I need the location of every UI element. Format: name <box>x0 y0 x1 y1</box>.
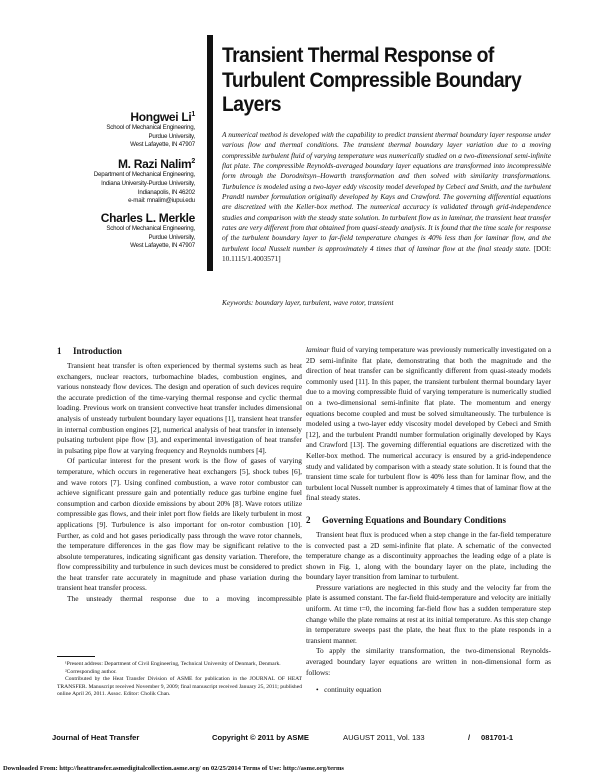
abstract-text: A numerical method is developed with the capability to predict transient thermal boundary layer response under various flow and thermal conditions. The transient thermal boundary layer variation due to a moving compressible turbulent fluid of varying temperature was numerically studied on a two-dimensional semi-infinite flat plate. The compressible Reynolds-averaged boundary layer equations are transformed into incompressible form through the Dorodnitsyn–Howarth transformation and then solved with similarity transformations. Turbulence is modeled using a two-layer eddy viscosity model developed by Cebeci and Smith, and the turbulent Prandtl number formulation originally developed by Kays and Crawford. The governing differential equations are discretized with the Keller-box method. The numerical accuracy is validated through grid-independence studies and comparison with the steady state solution. In turbulent flow as in laminar, the transient heat transfer rates are very different from that obtained from quasi-steady analysis. It is found that the time scale for response of the turbulent boundary layer to far-field temperature changes is 40% less than for laminar flow, and the turbulent local Nusselt number is approximately 4 times that of laminar flow at the final steady state. <box>222 130 551 253</box>
doi[interactable]: [DOI: 10.1115/1.4003571] <box>222 243 551 264</box>
section-heading: 1 Introduction <box>57 346 122 356</box>
keywords: Keywords: boundary layer, turbulent, wave rotor, transient <box>222 298 394 307</box>
paragraph: Transient heat flux is produced when a step change in the far-field temperature is convected past a 2D semi-infinite flat plate. A schematic of the convected temperature change as a discontinuity approaches the leading edge of a plate is shown in Fig. 1, along with the boundary layer on the plate, including the boundary layer transition from laminar to turbulent. <box>306 529 551 582</box>
footnote: Contributed by the Heat Transfer Division of ASME for publication in the JOURNAL OF HEAT TRANSFER. Manuscript received November 9, 2009; final manuscript received January 25, 2011; published online April 26, 2011. Assoc. Editor: Cholik Chan. <box>57 676 302 698</box>
separator: / <box>468 733 471 742</box>
bullet-item: • continuity equation <box>316 685 382 695</box>
paragraph: Pressure variations are neglected in this study and the velocity far from the plate is assumed constant. The far-field fluid-temperature and velocity are initially uniform. At time t=0, the incoming far-field flow has a sudden temperature step change while the plate remains at rest at its initial temperature. As this step change in temperature sweeps past the plate, the heat flux to the plate responds in a transient manner. <box>306 582 551 645</box>
author <box>0 155 195 206</box>
footnote-rule <box>57 656 95 657</box>
affiliation-line: School of Mechanical Engineering, <box>106 224 195 232</box>
author-email[interactable]: e-mail: mnalim@iupui.edu <box>128 197 195 205</box>
author-name: M. Razi Nalim <box>117 157 192 172</box>
affiliation-line: Purdue University, <box>148 132 195 140</box>
paragraph: The unsteady thermal response due to a moving incompressible <box>67 594 302 604</box>
author <box>0 211 195 251</box>
author <box>0 108 195 150</box>
footnote: ¹Present address: Department of Civil Engineering, Technical University of Denmark, Denmark. <box>65 661 281 667</box>
affiliation-line: West Lafayette, IN 47907 <box>130 242 195 250</box>
affiliation-line: Indianapolis, IN 46202 <box>137 188 195 196</box>
download-notice: Downloaded From: http://heattransfer.asmedigitalcollection.asme.org/ on 02/25/2014 Terms of Use: http://asme.org/terms <box>3 765 345 772</box>
section-heading: 2 Governing Equations and Boundary Conditions <box>306 514 507 525</box>
page-id: 081701-1 <box>481 733 514 742</box>
paragraph: laminar fluid of varying temperature was previously numerically investigated on a 2D semi-infinite flat plate, demonstrating that both the magnitude and the direction of heat transfer can be significantly different from quasi-steady models commonly used [11]. In this paper, the transient turbulent thermal boundary layer due to a moving compressible fluid of varying temperature is numerically studied on a two-dimensional semi-infinite flat plate. The momentum and energy equations become coupled and must be solved simultaneously. The turbulence is modeled using a two-layer eddy viscosity model developed by Cebeci and Smith [12], and the turbulent Prandtl number formulation originally developed by Kays and Crawford [13]. The governing differential equations are discretized with the Keller-box method. The numerical accuracy is ensured by a grid-independence study and validated by comparison with a steady state solution. It is found that the transient time scale for turbulent flow is 40% less than for laminar flow, and the turbulent local Nusselt number is approximately 4 times that of laminar flow at the final steady states. <box>306 345 551 503</box>
footnote: ²Corresponding author. <box>65 668 117 675</box>
left-column <box>57 345 302 605</box>
affiliation-line: Department of Mechanical Engineering, <box>93 171 195 179</box>
author-name: Hongwei Li <box>130 110 192 124</box>
copyright: Copyright © 2011 by ASME <box>212 733 309 742</box>
author-footnote-mark: 1 <box>191 111 195 118</box>
paper-title: Transient Thermal Response of Turbulent Compressible Boundary Layers <box>222 44 522 116</box>
paragraph: Transient heat transfer is often experienced by thermal systems such as heat exchangers, nuclear reactors, turbomachine blades, combustion engines, and various nonsteady flow devices. The design and operation of such devices require the accurate prediction of the time-varying thermal response and cyclic thermal loading. Previous work on transient convective heat transfer includes dimensional analysis of unsteady turbulent boundary layer equations [1], transient heat transfer in internal combustion engines [2], numerical analysis of heat transfer in intensely pulsating turbulent pipe flow [3], and experimental investigation of heat transfer in pulsating pipe flow at varying frequency and Reynolds numbers [4]. <box>57 361 302 455</box>
author-footnote-mark: 2 <box>191 158 195 166</box>
affiliation-line: Indiana University-Purdue University, <box>101 179 195 187</box>
right-column <box>306 345 551 696</box>
title-rule <box>207 35 213 271</box>
journal-name: Journal of Heat Transfer <box>52 733 140 742</box>
affiliation-line: Purdue University, <box>148 233 195 241</box>
affiliation-line: West Lafayette, IN 47907 <box>130 141 195 149</box>
affiliation-line: School of Mechanical Engineering, <box>106 124 195 131</box>
author-name: Charles L. Merkle <box>100 210 195 225</box>
footnotes <box>57 656 302 699</box>
paragraph: To apply the similarity transformation, the two-dimensional Reynolds-averaged boundary layer equations are written in non-dimensional form as follows: <box>306 646 551 677</box>
author-block <box>0 108 195 256</box>
issue-info: AUGUST 2011, Vol. 133 <box>343 733 425 742</box>
paragraph: Of particular interest for the present work is the flow of gases of varying temperature, which occurs in regenerative heat exchangers [5], shock tubes [6], and wave rotors [7]. Using confined combustion, a wave rotor combustor can achieve significant pressure gain and potentially reduce gas turbine engine fuel consumption and carbon dioxide emissions by about 20% [8]. Wave rotors utilize compressible gas flows, and their inlet port flow fields are likely turbulent in most applications [9]. Turbulence is also important for on-rotor combustion [10]. Further, as cold and hot gases periodically pass through the wave rotor channels, the temperature differences in the gas flow may be significant relative to the absolute temperatures, indicating significant gas density variation. Therefore, the flow compressibility and turbulence in such devices must be considered to predict the heat transfer rate accurately in magnitude and phase variation during the transient heat transfer process. <box>57 456 302 593</box>
abstract <box>222 130 551 264</box>
